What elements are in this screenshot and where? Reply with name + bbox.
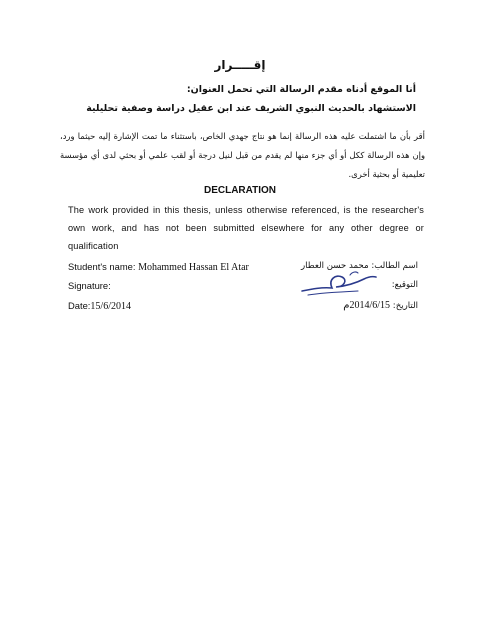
arabic-student-label: اسم الطالب: [371,261,418,271]
arabic-date-row [343,300,418,311]
date-row [68,300,131,312]
arabic-intro-line: أنا الموقع أدناه مقدم الرسالة التي تحمل العنوان: [186,84,416,95]
arabic-thesis-title: الاستشهاد بالحديث النبوي الشريف عند ابن عقيل دراسة وصفية تحليلية [86,103,416,114]
arabic-date-value: 2014/6/15م [343,300,391,311]
student-name-value: Mohammed Hassan El Atar [138,262,249,273]
arabic-student-name: محمد حسن العطار [301,261,369,271]
arabic-signature-label: التوقيع: [391,280,418,290]
signature-label: Signature: [68,280,111,291]
date-label: Date: [68,300,91,311]
student-name-label: Student's name: [68,261,136,272]
arabic-declaration-paragraph: أقر بأن ما اشتملت عليه هذه الرسالة إنما هو نتاج جهدي الخاص، باستثناء ما تمت الإشارة إليه حيثما ورد، وإن هذه الرسالة ككل أو أي جزء منها لم يقدم من قبل لنيل درجة أو لقب علمي أو بحثي لدى أي مؤسسة تعليمية أو بحثية أخرى. [60,131,425,179]
arabic-title: إقـــــرار [214,58,266,72]
student-name-row [68,261,249,273]
english-declaration-paragraph: The work provided in this thesis, unless otherwise referenced, is the researcher's own work, and has not been submitted elsewhere for any other degree or qualification [68,205,424,251]
arabic-date-label: التاريخ: [392,301,418,311]
handwritten-signature [298,265,378,301]
declaration-heading: DECLARATION [203,185,277,196]
date-value: 15/6/2014 [90,301,131,312]
